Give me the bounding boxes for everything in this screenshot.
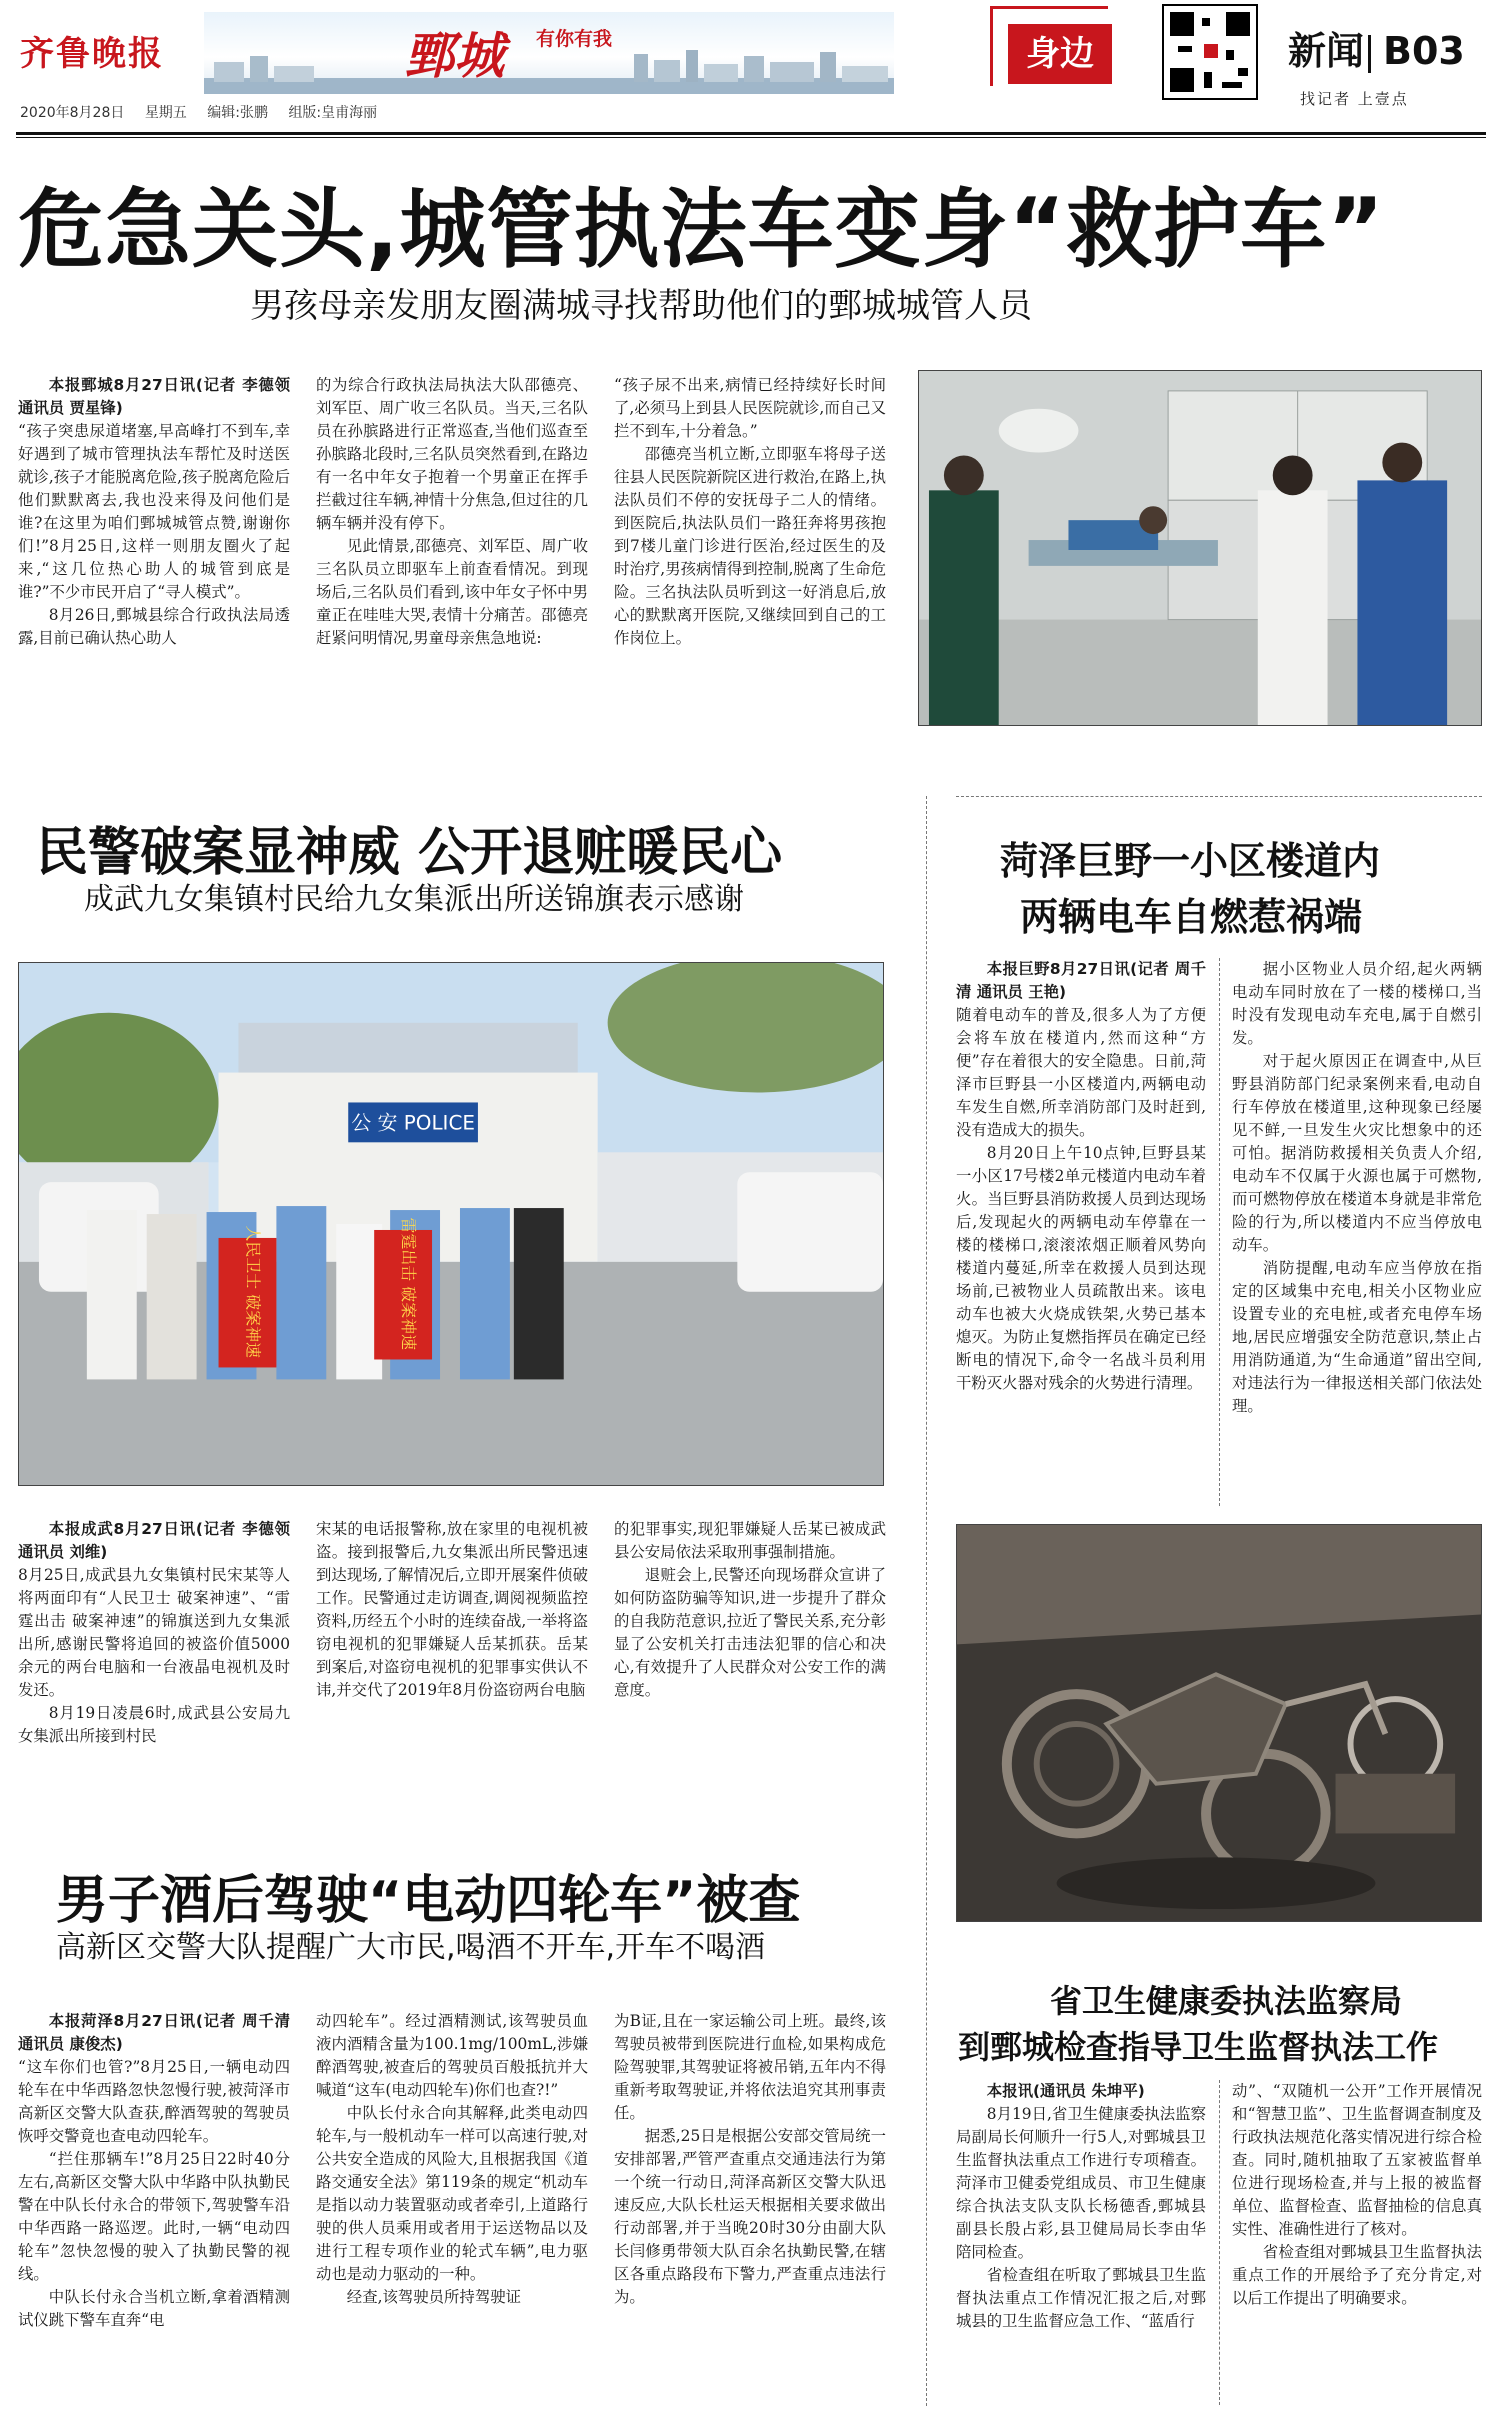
drink-article-column-3 — [614, 2010, 886, 2405]
fire-headline-line-2: 两辆电车自燃惹祸端 — [1020, 895, 1363, 939]
drink-article-dateline: 本报菏泽8月27日讯(记者 周千清 通讯员 康俊杰) — [18, 2012, 290, 2053]
health-article-para: 省检查组在听取了鄄城县卫生监督执法重点工作情况汇报之后,对鄄城县的卫生监督应急工作、“蓝盾行 — [956, 2266, 1206, 2330]
main-headline: 危急关头,城管执法车变身“救护车” — [18, 180, 1385, 280]
health-headline-line-1: 省卫生健康委执法监察局 — [1050, 1982, 1403, 2020]
main-article-column-1 — [18, 374, 290, 724]
main-article-para: 邵德亮当机立断,立即驱车将母子送往县人民医院新院区进行救治,在路上,执法队员们不停的安抚母子二人的情绪。到医院后,执法队员们一路狂奔将男孩抱到7楼儿童门诊进行医治,经过医生的及时治疗,男孩病情得到控制,脱离了生命危险。三名执法队员听到这一好消息后,放心的默默离开医院,又继续回到自己的工作岗位上。 — [614, 445, 886, 647]
main-article-column-2 — [316, 374, 588, 724]
editor-credit: 编辑:张鹏 — [207, 105, 268, 121]
main-article-column-3 — [614, 374, 886, 724]
drink-article-para: 中队长付永合当机立断,拿着酒精测试仪跳下警车直奔“电 — [18, 2288, 290, 2329]
fire-article-para: 8月20日上午10点钟,巨野县某一小区17号楼2单元楼道内电动车着火。当巨野县消防救援人员到达现场后,发现起火的两辆电动车停靠在一楼的楼梯口,滚滚浓烟正顺着风势向楼道内蔓延,所幸在救援人员到达现场前,已被物业人员疏散出来。该电动车也被大火烧成铁架,火势已基本熄灭。为防止复燃指挥员在确定已经断电的情况下,命令一名战斗员利用干粉灭火器对残余的火势进行清理。 — [956, 1144, 1206, 1392]
issue-date: 2020年8月28日 — [20, 105, 125, 121]
health-article-dateline: 本报讯(通讯员 朱坤平) — [986, 2082, 1145, 2100]
masthead-banner — [204, 12, 894, 94]
banner-slogan: 有你有我 — [536, 28, 613, 50]
drink-article-column-2 — [316, 2010, 588, 2405]
banner-logo: 鄄城 — [404, 26, 504, 85]
drink-article-para: 中队长付永合向其解释,此类电动四轮车,与一般机动车一样可以高速行驶,对公共安全造成的风险大,且根据我国《道路交通安全法》第119条的规定“机动车是指以动力装置驱动或者牵引,上道路行驶的供人员乘用或者用于运送物品以及进行工程专项作业的轮式车辆”,电力驱动也是动力驱动的一种。 — [316, 2104, 588, 2283]
column-rule — [1219, 958, 1220, 1506]
section-tag: 身边 — [1008, 24, 1112, 84]
health-headline-line-2: 到鄄城检查指导卫生监督执法工作 — [958, 2028, 1439, 2066]
drink-article-column-1 — [18, 2010, 290, 2405]
police-article-para: 宋某的电话报警称,放在家里的电视机被盗。接到报警后,九女集派出所民警迅速到达现场,了解情况后,立即开展案件侦破工作。民警通过走访调查,调阅视频监控资料,历经五个小时的连续奋战,一举将盗窃电视机的犯罪嫌疑人岳某抓获。岳某到案后,对盗窃电视机的犯罪事实供认不讳,并交代了2019年8月份盗窃两台电脑 — [316, 1520, 588, 1699]
main-article-para: 见此情景,邵德亮、刘军臣、周广收三名队员立即驱车上前查看情况。到现场后,三名队员们看到,该中年女子怀中男童正在哇哇大哭,表情十分痛苦。邵德亮赶紧问明情况,男童母亲焦急地说: — [316, 537, 588, 647]
police-article-dateline: 本报成武8月27日讯(记者 李德领 通讯员 刘维) — [18, 1520, 290, 1561]
masthead-rule — [16, 132, 1486, 138]
police-subheadline: 成武九女集镇村民给九女集派出所送锦旗表示感谢 — [84, 882, 744, 917]
police-article-para: 退赃会上,民警还向现场群众宣讲了如何防盗防骗等知识,进一步提升了群众的自我防范意识,拉近了警民关系,充分彰显了公安机关打击违法犯罪的信心和决心,有效提升了人民群众对公安工作的满意度。 — [614, 1566, 886, 1699]
drink-article-para: 据悉,25日是根据公安部交管局统一安排部署,严管严查重点交通违法行为第一个统一行动日,菏泽高新区交警大队迅速反应,大队长杜运天根据相关要求做出行动部署,并于当晚20时30分由副大队长闫修勇带领大队百余名执勤民警,在辖区各重点路段布下警力,严查重点违法行为。 — [614, 2127, 886, 2306]
column-rule — [1219, 2080, 1220, 2405]
health-article-column-2 — [1232, 2080, 1482, 2405]
police-article-column-3 — [614, 1518, 886, 1808]
layout-credit: 组版:皇甫海丽 — [288, 105, 378, 121]
qr-code-icon — [1162, 4, 1258, 100]
banner-left-text: 人民卫士 破案神速 — [243, 1225, 263, 1358]
burned-scooter-photo — [956, 1524, 1482, 1922]
burned-scooter-photo-image — [957, 1525, 1481, 1921]
page-label — [1288, 20, 1465, 75]
page-section: 新闻 — [1288, 29, 1365, 73]
drink-article-para: 为B证,且在一家运输公司上班。最终,该驾驶员被带到医院进行血检,如果构成危险驾驶罪,其驾驶证将被吊销,五年内不得重新考取驾驶证,并将依法追究其刑事责任。 — [614, 2012, 886, 2122]
drink-article-para: “这车你们也管?”8月25日,一辆电动四轮车在中华西路忽快忽慢行驶,被菏泽市高新区交警大队查获,醉酒驾驶的驾驶员恢呼交警竟也查电动四轮车。 — [18, 2058, 290, 2145]
hospital-photo-image — [919, 371, 1481, 725]
fire-article-column-1 — [956, 958, 1206, 1506]
column-rule — [926, 796, 927, 2406]
police-article-column-2 — [316, 1518, 588, 1808]
health-article-para: 动”、“双随机一公开”工作开展情况和“智慧卫监”、卫生监督调查制度及行政执法规范化落实情况进行综合检查。同时,随机抽取了五家被监督单位进行现场检查,并与上报的被监督单位、监督检查、监督抽检的信息真实性、准确性进行了核对。 — [1232, 2082, 1482, 2238]
police-article-column-1 — [18, 1518, 290, 1808]
health-article-column-1 — [956, 2080, 1206, 2405]
main-article-para: 8月26日,鄄城县综合行政执法局透露,目前已确认热心助人 — [18, 606, 290, 647]
police-headline: 民警破案显神威 公开退赃暖民心 — [36, 823, 783, 883]
fire-article-para: 对于起火原因正在调查中,从巨野县消防部门纪录案例来看,电动自行车停放在楼道里,这种现象已经屡见不鲜,一旦发生火灾比想象中的还可怕。据消防救援相关负责人介绍,电动车不仅属于火源也属于可燃物,而可燃物停放在楼道本身就是非常危险的行为,所以楼道内不应当停放电动车。 — [1232, 1052, 1482, 1254]
police-article-para: 的犯罪事实,现犯罪嫌疑人岳某已被成武县公安局依法采取刑事强制措施。 — [614, 1520, 886, 1561]
main-article-dateline: 本报鄄城8月27日讯(记者 李德领 通讯员 贾星锋) — [18, 376, 290, 417]
fire-article-dateline: 本报巨野8月27日讯(记者 周千清 通讯员 王艳) — [956, 960, 1206, 1001]
reporter-hotline: 找记者 上壹点 — [1300, 90, 1409, 108]
fire-article-para: 据小区物业人员介绍,起火两辆电动车同时放在了一楼的楼梯口,当时没有发现电动车充电,属于自燃引发。 — [1232, 960, 1482, 1047]
city-skyline-image — [204, 48, 894, 94]
health-article-para: 8月19日,省卫生健康委执法监察局副局长何顺升一行5人,对鄄城县卫生监督执法重点工作进行专项稽查。菏泽市卫健委党组成员、市卫生健康综合执法支队支队长杨德香,鄄城县副县长殷占彩,县卫健局局长李由华陪同检查。 — [956, 2105, 1206, 2261]
police-article-para: 8月19日凌晨6时,成武县公安局九女集派出所接到村民 — [18, 1704, 290, 1745]
banner-right-text: 雷霆出击 破案神速 — [399, 1217, 419, 1351]
drink-headline: 男子酒后驾驶“电动四轮车”被查 — [56, 1871, 801, 1931]
fire-article-column-2 — [1232, 958, 1482, 1506]
police-station-photo-image — [19, 963, 883, 1485]
health-article-para: 省检查组对鄄城县卫生监督执法重点工作的开展给予了充分肯定,对以后工作提出了明确要求。 — [1232, 2243, 1482, 2307]
drink-article-para: 动四轮车”。经过酒精测试,该驾驶员血液内酒精含量为100.1mg/100mL,涉嫌醉酒驾驶,被查后的驾驶员百般抵抗并大喊道“这车(电动四轮车)你们也查?!” — [316, 2012, 588, 2099]
main-article-para: “孩子突患尿道堵塞,早高峰打不到车,幸好遇到了城市管理执法车帮忙及时送医就诊,孩子才能脱离危险,孩子脱离危险后他们默默离去,我也没来得及问他们是谁?在这里为咱们鄄城城管点赞,谢谢你们!”8月25日,这样一则朋友圈火了起来,“这几位热心助人的城管到底是谁?”不少市民开启了“寻人模式”。 — [18, 422, 290, 601]
fire-article-para: 随着电动车的普及,很多人为了方便会将车放在楼道内,然而这种“方便”存在着很大的安全隐患。日前,菏泽市巨野县一小区楼道内,两辆电动车发生自燃,所幸消防部门及时赶到,没有造成大的损失。 — [956, 1006, 1206, 1139]
main-subheadline: 男孩母亲发朋友圈满城寻找帮助他们的鄄城城管人员 — [250, 286, 1032, 326]
drink-article-para: “拦住那辆车!”8月25日22时40分左右,高新区交警大队中华路中队执勤民警在中队长付永合的带领下,驾驶警车沿中华西路一路巡逻。此时,一辆“电动四轮车”忽快忽慢的驶入了执勤民警的视线。 — [18, 2150, 290, 2283]
main-article-para: “孩子尿不出来,病情已经持续好长时间了,必须马上到县人民医院就诊,而自己又拦不到车,十分着急。” — [614, 376, 886, 440]
drink-article-para: 经查,该驾驶员所持驾驶证 — [346, 2288, 521, 2306]
issue-weekday: 星期五 — [144, 105, 187, 121]
masthead — [16, 8, 1486, 126]
fire-headline-line-1: 菏泽巨野一小区楼道内 — [1000, 839, 1381, 883]
issue-dateline — [20, 102, 393, 122]
drink-subheadline: 高新区交警大队提醒广大市民,喝酒不开车,开车不喝酒 — [56, 1930, 766, 1965]
page-label-divider — [1368, 35, 1371, 73]
main-article-para: 的为综合行政执法局执法大队邵德亮、刘军臣、周广收三名队员。当天,三名队员在孙膑路进行正常巡查,当他们巡查至孙膑路北段时,三名队员突然看到,在路边有一名中年女子抱着一个男童正在挥手拦截过往车辆,神情十分焦急,但过往的几辆车辆并没有停下。 — [316, 376, 588, 532]
fire-article-para: 消防提醒,电动车应当停放在指定的区域集中充电,相关小区物业应设置专业的充电桩,或者充电停车场地,居民应增强安全防范意识,禁止占用消防通道,为“生命通道”留出空间,对违法行为一律报送相关部门依法处理。 — [1232, 1259, 1482, 1415]
paper-name: 齐鲁晚报 — [20, 34, 164, 74]
page-number: B03 — [1383, 29, 1465, 73]
police-article-para: 8月25日,成武县九女集镇村民宋某等人将两面印有“人民卫士 破案神速”、“雷霆出击 破案神速”的锦旗送到九女集派出所,感谢民警将追回的被盗价值5000余元的两台电脑和一台液晶电视机及时发还。 — [18, 1566, 290, 1699]
hospital-photo — [918, 370, 1482, 726]
section-divider — [956, 796, 1482, 797]
police-station-photo — [18, 962, 884, 1486]
police-sign-text: 公 安 POLICE — [351, 1111, 475, 1135]
